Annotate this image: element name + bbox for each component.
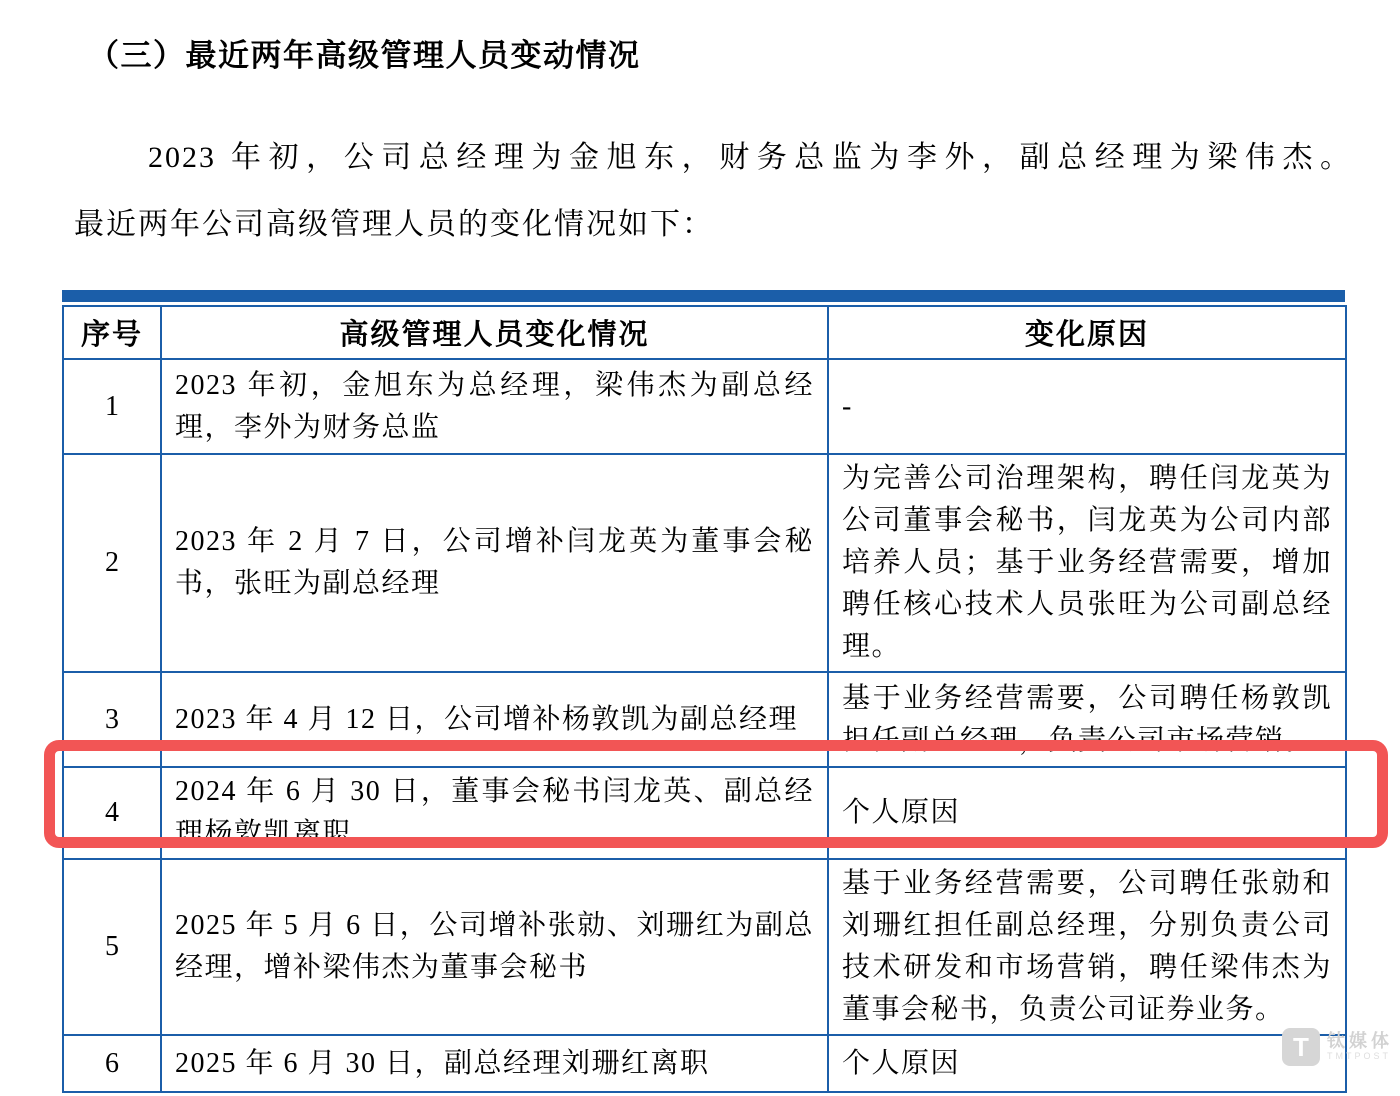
reason-cell: 基于业务经营需要，公司聘任杨敦凯担任副总经理，负责公司市场营销。: [828, 672, 1346, 767]
row-number-cell: 3: [63, 672, 161, 767]
header-cell-reason: 变化原因: [828, 306, 1346, 359]
table-row: [63, 1035, 1346, 1092]
table-header-row: [63, 306, 1346, 359]
row-number-cell: 6: [63, 1035, 161, 1092]
row-number-cell: 1: [63, 359, 161, 454]
table-row: [63, 454, 1346, 672]
section-heading: （三）最近两年高级管理人员变动情况: [88, 38, 641, 73]
watermark-name: 钛媒体: [1327, 1031, 1393, 1052]
reason-cell: 基于业务经营需要，公司聘任张勍和刘珊红担任副总经理，分别负责公司技术研发和市场营销，聘任梁伟杰为董事会秘书，负责公司证券业务。: [828, 859, 1346, 1035]
intro-paragraph-line1: 2023 年初，公司总经理为金旭东，财务总监为李外，副总经理为梁伟杰。: [148, 141, 1352, 174]
change-cell: 2023 年 4 月 12 日，公司增补杨敦凯为副总经理: [161, 672, 828, 767]
reason-cell: 个人原因: [828, 767, 1346, 859]
intro-paragraph-line2: 最近两年公司高级管理人员的变化情况如下：: [74, 208, 714, 241]
change-cell: 2024 年 6 月 30 日，董事会秘书闫龙英、副总经理杨敦凯离职: [161, 767, 828, 859]
watermark-t-logo-icon: T: [1282, 1028, 1320, 1066]
table-top-accent-bar: [62, 290, 1345, 302]
reason-cell: 为完善公司治理架构，聘任闫龙英为公司董事会秘书，闫龙英为公司内部培养人员；基于业务经营需要，增加聘任核心技术人员张旺为公司副总经理。: [828, 454, 1346, 672]
table-row: [63, 672, 1346, 767]
reason-cell: 个人原因: [828, 1035, 1346, 1092]
watermark-subtext: TMTPOST: [1327, 1050, 1391, 1061]
management-change-table: [62, 305, 1347, 1093]
table-row: [63, 859, 1346, 1035]
change-cell: 2023 年初，金旭东为总经理，梁伟杰为副总经理，李外为财务总监: [161, 359, 828, 454]
intro-paragraph: [74, 124, 1352, 258]
tmtpost-watermark: [1282, 1028, 1393, 1066]
table-row-highlighted: [63, 767, 1346, 859]
header-cell-change: 高级管理人员变化情况: [161, 306, 828, 359]
row-number-cell: 2: [63, 454, 161, 672]
management-change-table-wrap: [62, 290, 1345, 1096]
reason-cell: -: [828, 359, 1346, 454]
change-cell: 2025 年 6 月 30 日，副总经理刘珊红离职: [161, 1035, 828, 1092]
row-number-cell: 4: [63, 767, 161, 859]
table-row: [63, 359, 1346, 454]
change-cell: 2023 年 2 月 7 日，公司增补闫龙英为董事会秘书，张旺为副总经理: [161, 454, 828, 672]
header-cell-index: 序号: [63, 306, 161, 359]
row-number-cell: 5: [63, 859, 161, 1035]
change-cell: 2025 年 5 月 6 日，公司增补张勍、刘珊红为副总经理，增补梁伟杰为董事会秘书: [161, 859, 828, 1035]
